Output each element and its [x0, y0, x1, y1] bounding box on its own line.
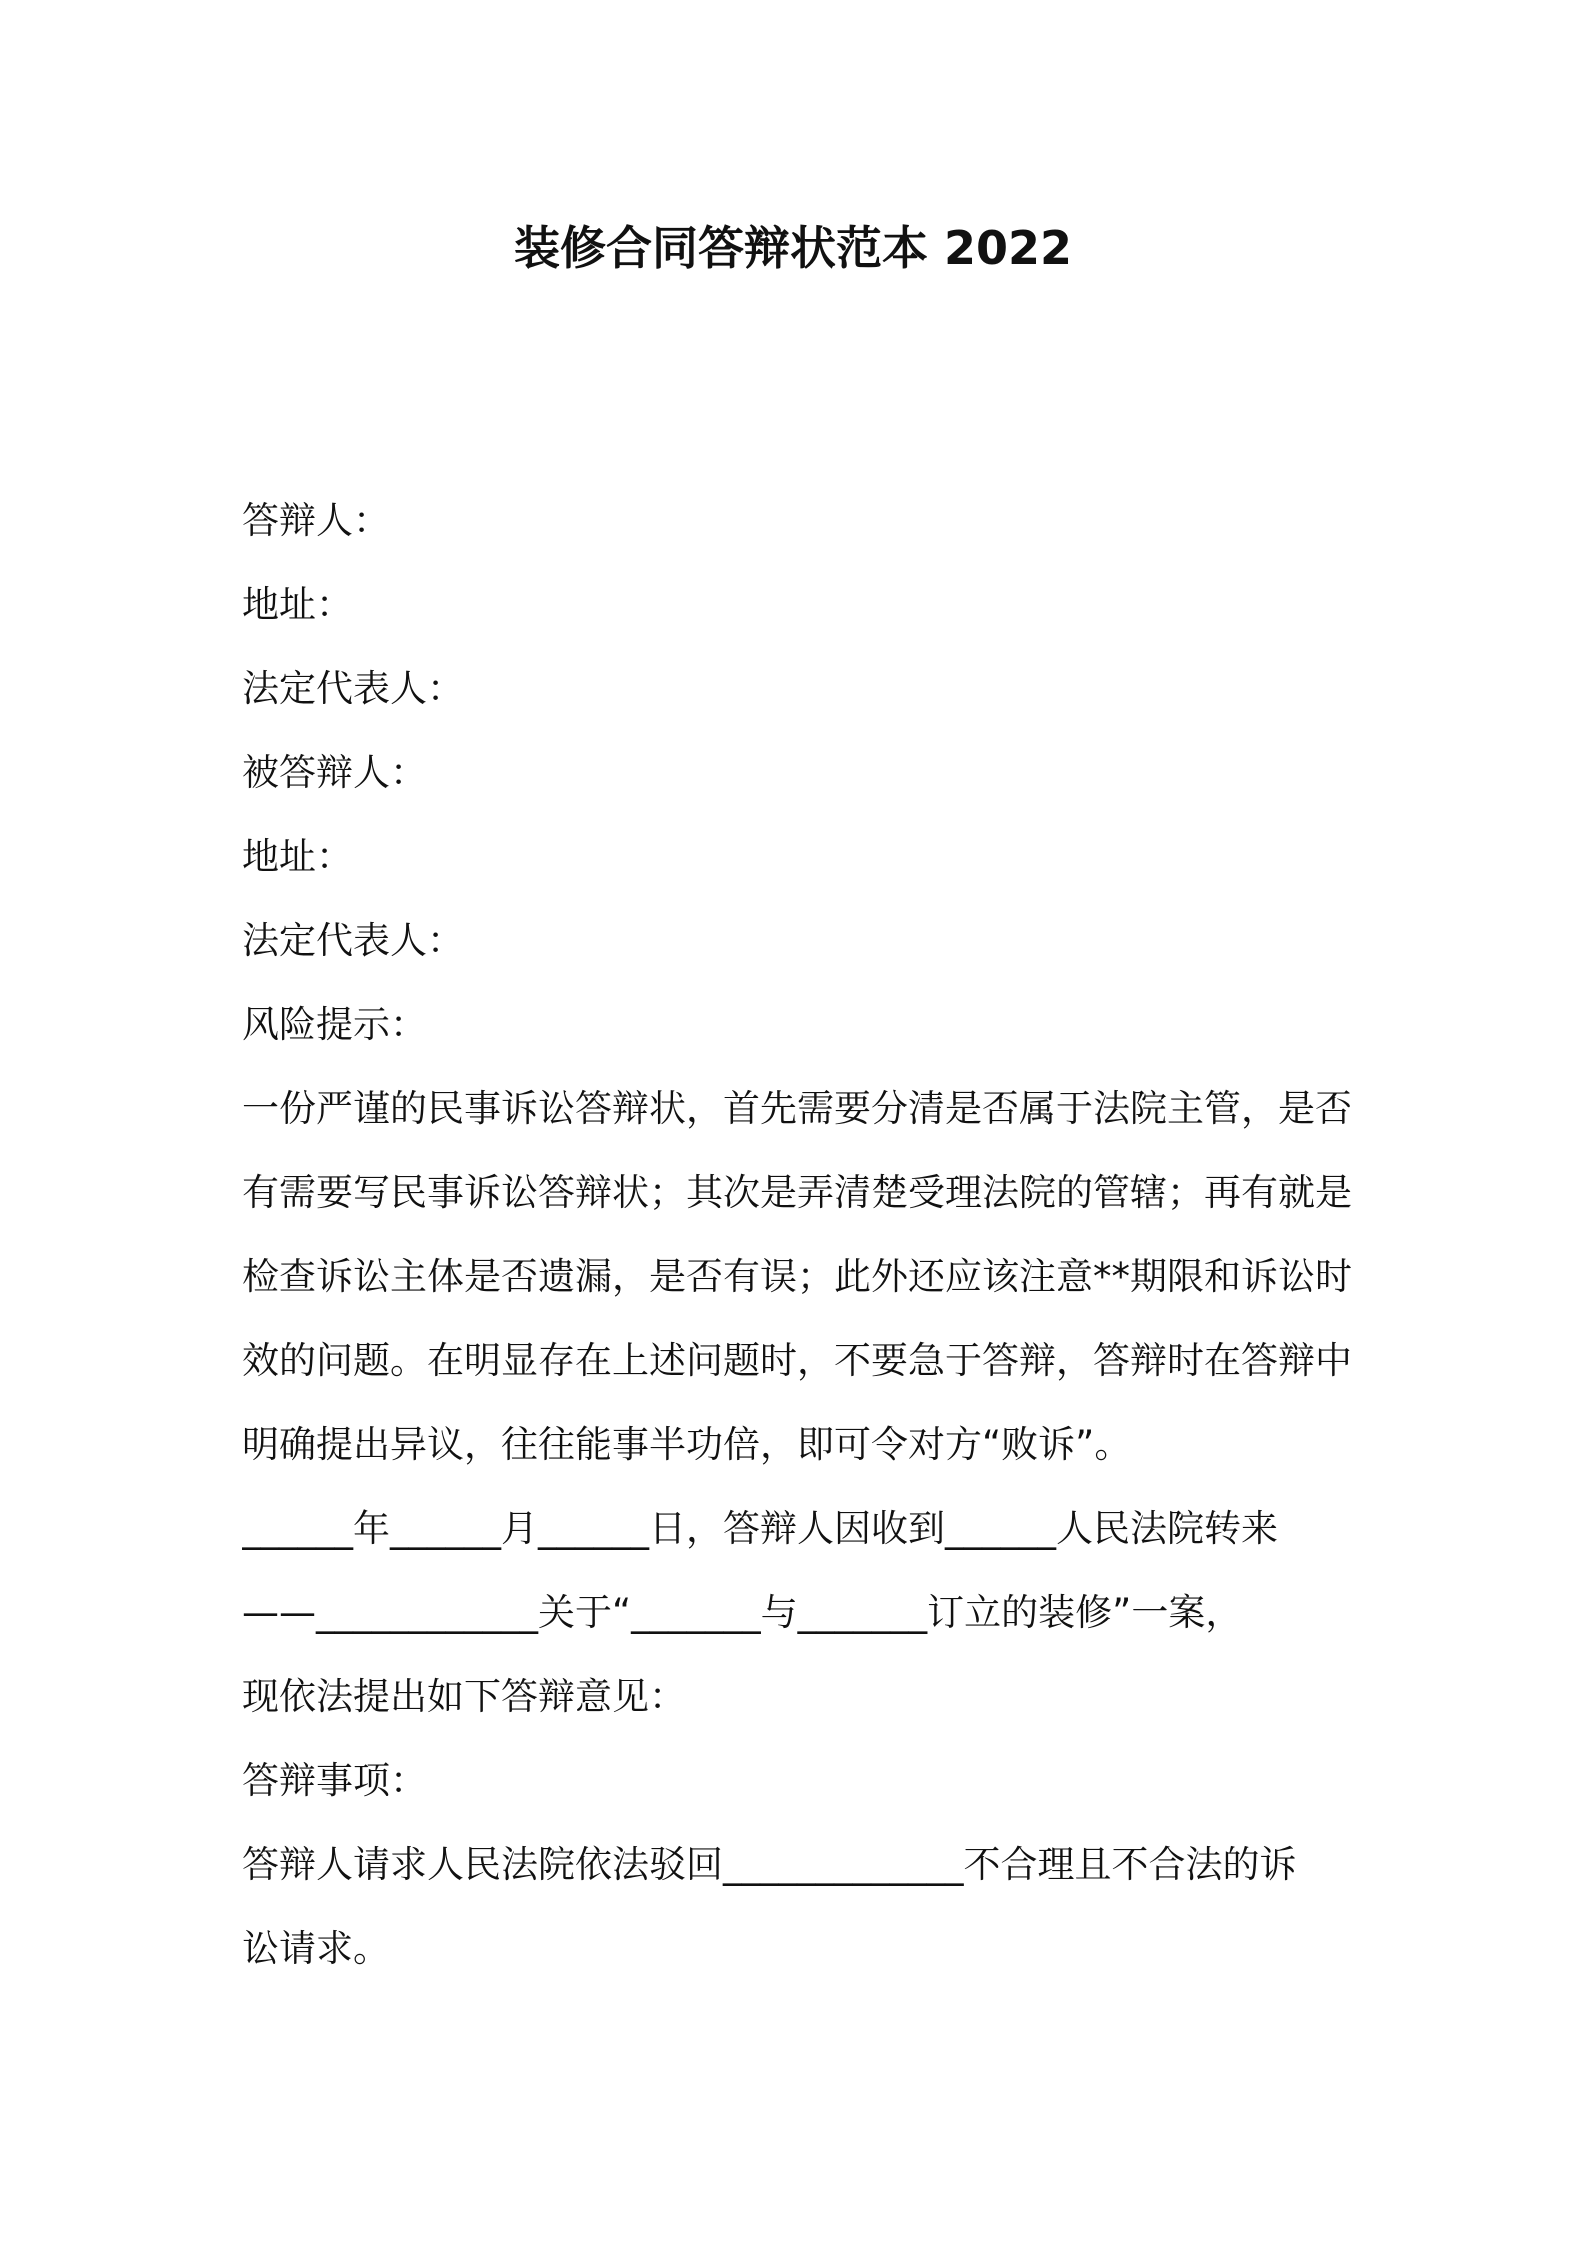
- claimant-label: 被答辩人：: [242, 751, 427, 794]
- risk-notice-line: 一份严谨的民事诉讼答辩状，首先需要分清是否属于法院主管，是否: [242, 1087, 1352, 1130]
- risk-notice-heading: 风险提示：: [242, 1003, 427, 1046]
- risk-notice-line: 明确提出异议，往往能事半功倍，即可令对方“败诉”。: [242, 1423, 1132, 1466]
- document-title: 装修合同答辩状范本 2022: [513, 221, 1073, 275]
- claimant-address-label: 地址：: [242, 835, 353, 878]
- case-intro-line: 现依法提出如下答辩意见：: [242, 1675, 686, 1718]
- defense-items-heading: 答辩事项：: [242, 1759, 427, 1802]
- respondent-label: 答辩人：: [242, 499, 390, 542]
- respondent-legal-rep-label: 法定代表人：: [242, 667, 464, 710]
- respondent-address-label: 地址：: [242, 583, 353, 626]
- defense-request-line: 答辩人请求人民法院依法驳回_____________不合理且不合法的诉: [242, 1843, 1297, 1886]
- claimant-legal-rep-label: 法定代表人：: [242, 919, 464, 962]
- case-intro-line: ——____________关于“_______与_______订立的装修”一案，: [242, 1591, 1243, 1634]
- risk-notice-line: 有需要写民事诉讼答辩状；其次是弄清楚受理法院的管辖；再有就是: [242, 1171, 1352, 1214]
- risk-notice-line: 检查诉讼主体是否遗漏，是否有误；此外还应该注意**期限和诉讼时: [242, 1255, 1352, 1298]
- risk-notice-line: 效的问题。在明显存在上述问题时，不要急于答辩，答辩时在答辩中: [242, 1339, 1352, 1382]
- document-body: [242, 479, 1354, 1991]
- case-intro-line: ______年______月______日，答辩人因收到______人民法院转来: [242, 1507, 1278, 1550]
- defense-request-line: 讼请求。: [242, 1927, 390, 1970]
